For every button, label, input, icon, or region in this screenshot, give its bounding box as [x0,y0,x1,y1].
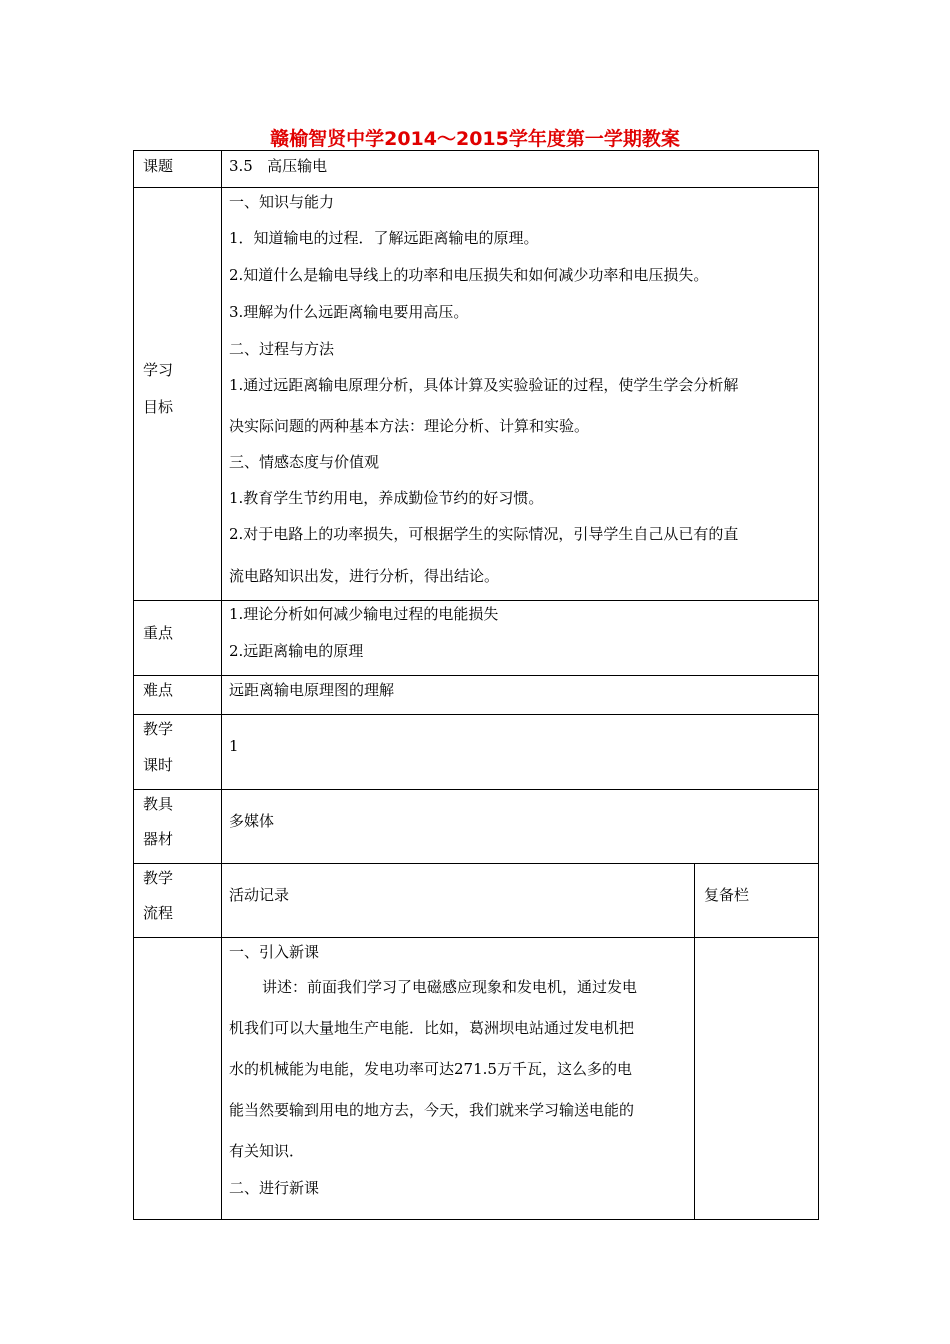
column-divider [694,863,695,1220]
objectives-line: 1.通过远距离输电原理分析，具体计算及实验验证的过程，使学生学会分析解 [229,376,739,394]
row-divider [133,937,819,938]
objectives-line: 决实际问题的两种基本方法：理论分析、计算和实验。 [229,417,590,435]
process-label-line-1: 教学 [143,869,174,887]
content-line: 讲述：前面我们学习了电磁感应现象和发电机，通过发电 [262,978,638,996]
objectives-line: 2.知道什么是输电导线上的功率和电压损失和如何减少功率和电压损失。 [229,266,709,284]
difficulty-value: 远距离输电原理图的理解 [229,681,395,699]
objectives-line: 一、知识与能力 [229,193,335,211]
equipment-label-line-1: 教具 [143,795,174,813]
process-label-line-2: 流程 [143,904,174,922]
objectives-line: 1．知道输电的过程．了解远距离输电的原理。 [229,229,539,247]
table-border-top [133,150,819,151]
topic-label: 课题 [143,157,174,175]
table-border-right [818,150,819,1220]
objectives-line: 二、过程与方法 [229,340,335,358]
objectives-line: 3.理解为什么远距离输电要用高压。 [229,303,469,321]
content-line: 有关知识． [229,1142,305,1160]
table-border-left [133,150,134,1220]
row-divider [133,714,819,715]
row-divider [133,789,819,790]
content-line: 能当然要输到用电的地方去，今天，我们就来学习输送电能的 [229,1101,635,1119]
equipment-value: 多媒体 [229,812,275,830]
key-point-line: 2.远距离输电的原理 [229,642,364,660]
objectives-label-line-1: 学习 [143,361,174,379]
column-divider [221,150,222,1220]
class-hours-value: 1 [229,737,239,755]
key-points-label: 重点 [143,624,174,642]
equipment-label-line-2: 器材 [143,830,174,848]
content-line: 一、引入新课 [229,943,320,961]
class-hours-label-line-2: 课时 [143,756,174,774]
table-border-bottom [133,1219,819,1220]
row-divider [133,863,819,864]
objectives-line: 2.对于电路上的功率损失，可根据学生的实际情况，引导学生自己从已有的直 [229,525,739,543]
difficulty-label: 难点 [143,681,174,699]
key-point-line: 1.理论分析如何减少输电过程的电能损失 [229,605,499,623]
content-line: 机我们可以大量地生产电能．比如，葛洲坝电站通过发电机把 [229,1019,635,1037]
content-line: 水的机械能为电能，发电功率可达271.5万千瓦，这么多的电 [229,1060,632,1078]
row-divider [133,187,819,188]
objectives-line: 三、情感态度与价值观 [229,453,380,471]
objectives-line: 流电路知识出发，进行分析，得出结论。 [229,567,500,585]
objectives-label-line-2: 目标 [143,398,174,416]
row-divider [133,675,819,676]
row-divider [133,600,819,601]
class-hours-label-line-1: 教学 [143,720,174,738]
page-title: 赣榆智贤中学2014～2015学年度第一学期教案 [270,128,680,150]
backup-column-header: 复备栏 [704,886,750,904]
activity-record-header: 活动记录 [229,886,290,904]
objectives-line: 1.教育学生节约用电，养成勤俭节约的好习惯。 [229,489,544,507]
topic-value: 3.5 高压输电 [229,157,328,175]
content-line: 二、进行新课 [229,1179,320,1197]
